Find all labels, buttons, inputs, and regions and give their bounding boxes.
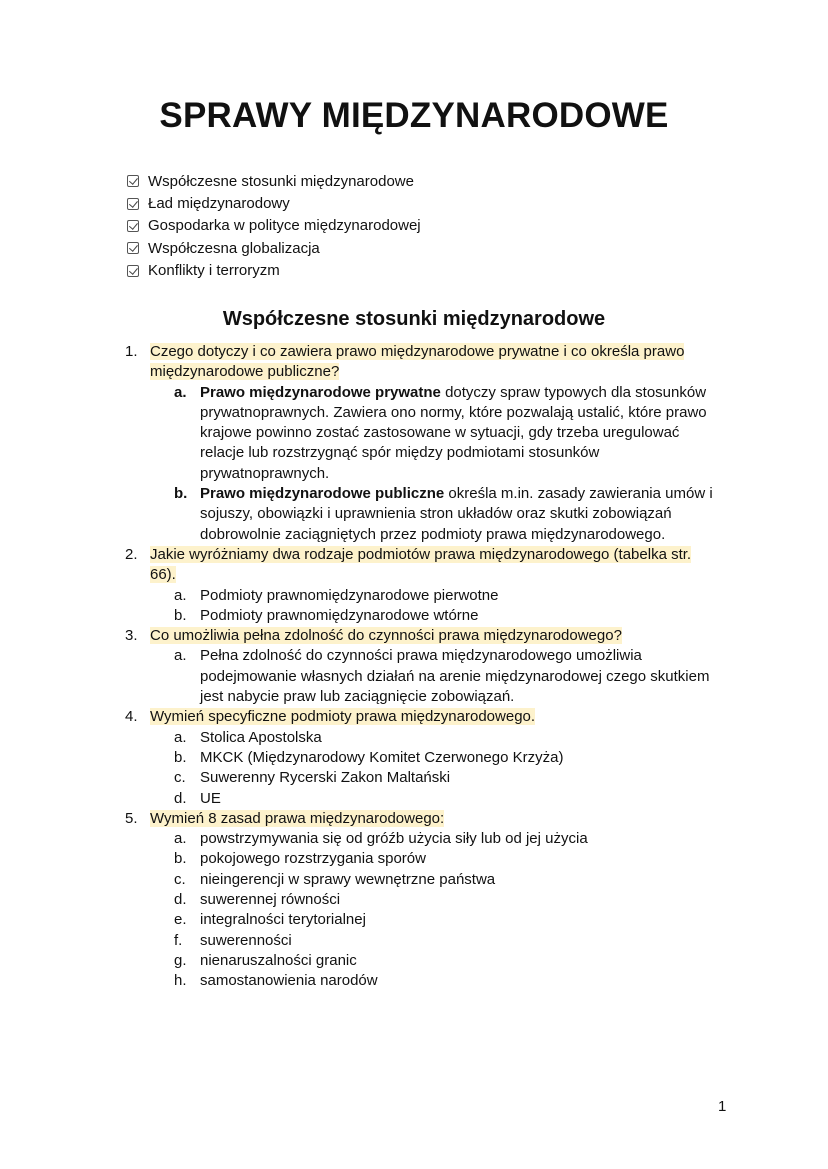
checklist-item-label: Współczesna globalizacja	[148, 239, 320, 257]
answer-item	[0, 646, 828, 707]
answer-text: prywatnoprawnych. Zawiera ono normy, które pozwalają ustalić, które prawo	[200, 403, 707, 421]
checklist-item-label: Konflikty i terroryzm	[148, 262, 280, 280]
question-item	[0, 707, 828, 727]
answer-item	[0, 890, 828, 910]
question-text: międzynarodowe publiczne?	[150, 363, 340, 381]
question-number: 5.	[125, 809, 138, 827]
question-text: Jakie wyróżniamy dwa rodzaje podmiotów prawa międzynarodowego (tabelka str.	[150, 545, 692, 563]
answer-label: a.	[174, 586, 187, 604]
answer-text: jest nabycie praw lub zaciągnięcie zobowiązań.	[200, 688, 515, 706]
question-text: 66).	[150, 566, 176, 584]
question-number: 2.	[125, 545, 138, 563]
question-item	[0, 545, 828, 586]
checkbox-checked-icon[interactable]	[127, 242, 139, 254]
answer-label: a.	[174, 728, 187, 746]
question-text: Wymień specyficzne podmioty prawa międzynarodowego.	[150, 708, 536, 726]
page-title: SPRAWY MIĘDZYNARODOWE	[159, 96, 669, 135]
section-heading: Współczesne stosunki międzynarodowe	[222, 308, 606, 330]
answer-label: c.	[174, 769, 186, 787]
question-item	[0, 809, 828, 829]
answer-item	[0, 728, 828, 748]
question-text: Czego dotyczy i co zawiera prawo międzynarodowe prywatne i co określa prawo	[150, 343, 685, 360]
checklist-item	[127, 192, 421, 214]
answer-text: powstrzymywania się od gróźb użycia siły lub od jej użycia	[200, 830, 588, 848]
answer-text: Suwerenny Rycerski Zakon Maltański	[200, 769, 451, 787]
answer-item	[0, 768, 828, 788]
answer-text: samostanowienia narodów	[200, 972, 378, 990]
question-text: Wymień 8 zasad prawa międzynarodowego:	[150, 809, 445, 827]
checklist-item-label: Gospodarka w polityce międzynarodowej	[148, 217, 421, 235]
answer-text: integralności terytorialnej	[200, 911, 366, 929]
answer-text: relacje lub rozstrzygnąć spór między podmiotami stosunków	[200, 444, 600, 462]
answer-label: f.	[174, 931, 183, 949]
checklist-item	[127, 237, 421, 259]
checklist-item	[127, 260, 421, 282]
answer-item	[0, 383, 828, 484]
answer-item	[0, 931, 828, 951]
answer-term: Prawo międzynarodowe prywatne	[200, 383, 441, 401]
answer-label: h.	[174, 972, 187, 990]
answer-text: podejmowanie własnych działań na arenie międzynarodowej czego skutkiem	[200, 667, 710, 685]
answer-text: dobrowolnie zaciągniętych przez podmioty prawa międzynarodowego.	[200, 525, 666, 543]
page-number: 1	[718, 1098, 727, 1115]
answer-label: a.	[174, 383, 187, 401]
answer-text: sojuszy, obowiązki i uprawnienia stron układów oraz skutki zobowiązań	[200, 505, 672, 523]
answer-item	[0, 748, 828, 768]
answer-text: określa m.in. zasady zawierania umów i	[444, 485, 713, 503]
answer-label: a.	[174, 647, 187, 665]
checklist-item-label: Ład międzynarodowy	[148, 195, 290, 213]
answer-text: UE	[200, 789, 221, 807]
answer-text: pokojowego rozstrzygania sporów	[200, 850, 426, 868]
answer-term: Prawo międzynarodowe publiczne	[200, 485, 445, 503]
answer-label: b.	[174, 748, 187, 766]
topic-checklist	[127, 170, 421, 282]
answer-text: dotyczy spraw typowych dla stosunków	[440, 383, 707, 401]
checklist-item	[127, 215, 421, 237]
question-list	[0, 342, 828, 992]
answer-item	[0, 870, 828, 890]
answer-label: d.	[174, 789, 187, 807]
answer-label: c.	[174, 870, 186, 888]
answer-item	[0, 951, 828, 971]
checkbox-checked-icon[interactable]	[127, 175, 139, 187]
checklist-item	[127, 170, 421, 192]
answer-label: a.	[174, 830, 187, 848]
answer-text: prywatnoprawnych.	[200, 464, 330, 482]
checkbox-checked-icon[interactable]	[127, 265, 139, 277]
answer-text: Podmioty prawnomiędzynarodowe wtórne	[200, 606, 479, 624]
answer-label: d.	[174, 891, 187, 909]
answer-text: suwerennej równości	[200, 891, 341, 909]
answer-item	[0, 606, 828, 626]
checklist-item-label: Współczesne stosunki międzynarodowe	[148, 172, 414, 190]
checkbox-checked-icon[interactable]	[127, 198, 139, 210]
answer-text: Pełna zdolność do czynności prawa międzynarodowego umożliwia	[200, 647, 642, 665]
answer-label: b.	[174, 606, 187, 624]
answer-label: b.	[174, 850, 187, 868]
answer-text: nienaruszalności granic	[200, 951, 357, 969]
question-item	[0, 342, 828, 383]
answer-item	[0, 910, 828, 930]
answer-item	[0, 971, 828, 991]
answer-text: Podmioty prawnomiędzynarodowe pierwotne	[200, 586, 499, 604]
answer-item	[0, 829, 828, 849]
answer-text: Stolica Apostolska	[200, 728, 322, 746]
answer-item	[0, 586, 828, 606]
answer-text: nieingerencji w sprawy wewnętrzne państwa	[200, 870, 496, 888]
checkbox-checked-icon[interactable]	[127, 220, 139, 232]
answer-text: krajowe powinno zostać zastosowane w sytuacji, gdy trzeba uregulować	[200, 424, 680, 442]
question-number: 3.	[125, 627, 138, 645]
answer-label: b.	[174, 485, 188, 503]
answer-item	[0, 849, 828, 869]
answer-text: suwerenności	[200, 931, 292, 949]
question-item	[0, 626, 828, 646]
question-number: 4.	[125, 708, 138, 726]
answer-label: e.	[174, 911, 187, 929]
answer-item	[0, 789, 828, 809]
question-text: Co umożliwia pełna zdolność do czynności prawa międzynarodowego?	[150, 627, 622, 645]
answer-item	[0, 484, 828, 545]
answer-text: MKCK (Międzynarodowy Komitet Czerwonego Krzyża)	[200, 748, 564, 766]
answer-label: g.	[174, 951, 187, 969]
question-number: 1.	[125, 343, 138, 360]
